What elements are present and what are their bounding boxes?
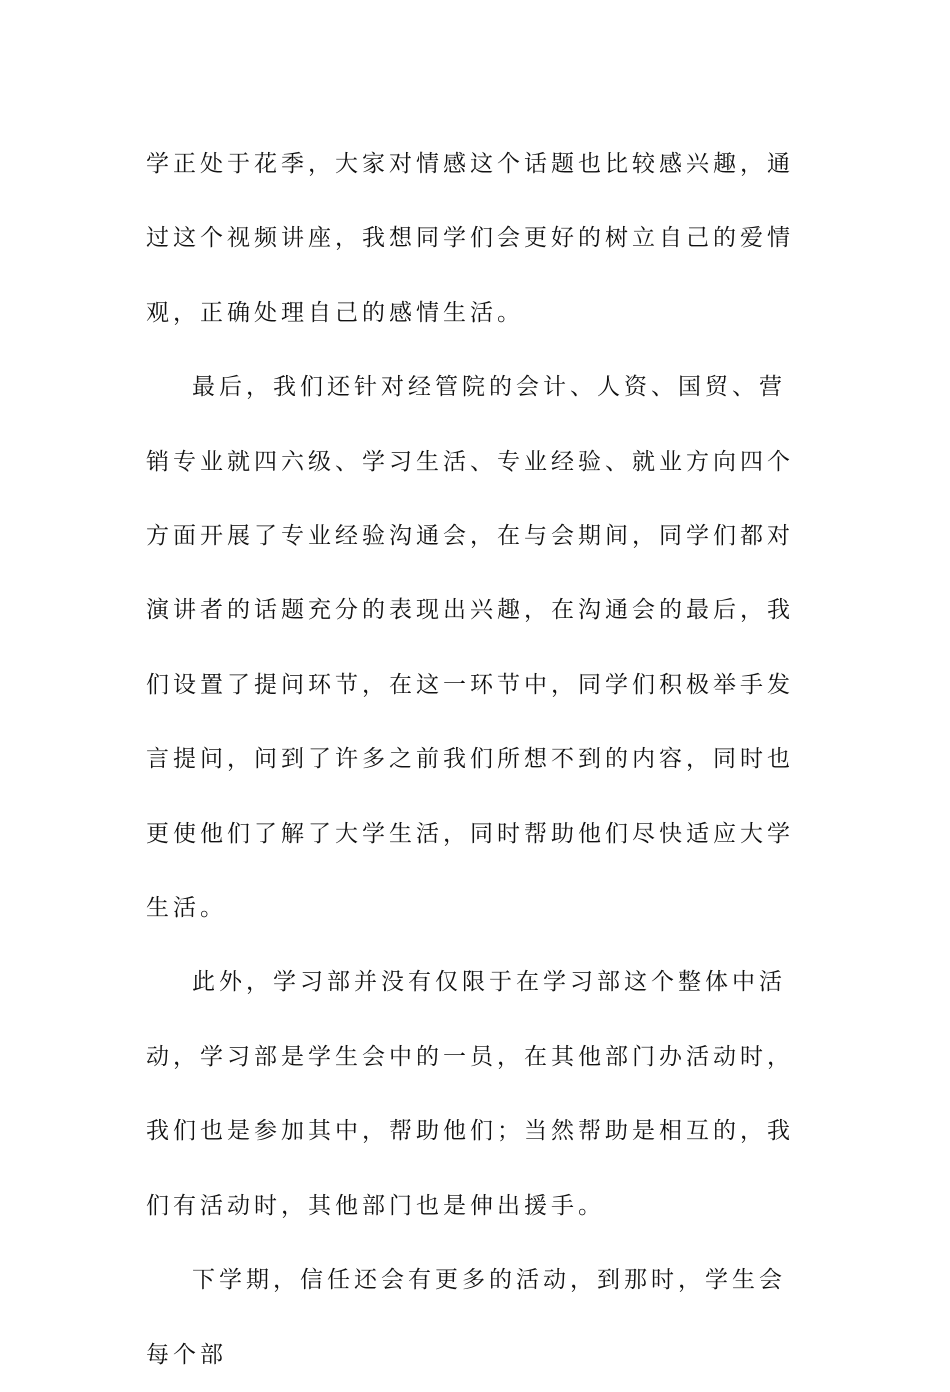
paragraph-exchange-meeting: 最后，我们还针对经管院的会计、人资、国贸、营销专业就四六级、学习生活、专业经验、就业方向四个方面开展了专业经验沟通会，在与会期间，同学们都对演讲者的话题充分的表现出兴趣，在沟通会的最后，我们设置了提问环节，在这一环节中，同学们积极举手发言提问，问到了许多之前我们所想不到的内容，同时也更使他们了解了大学生活，同时帮助他们尽快适应大学生活。 <box>146 374 794 922</box>
paragraph-next-semester: 下学期，信任还会有更多的活动，到那时，学生会每个部 <box>146 1267 786 1368</box>
paragraph-department-cooperation: 此外，学习部并没有仅限于在学习部这个整体中活动，学习部是学生会中的一员，在其他部门办活动时，我们也是参加其中，帮助他们；当然帮助是相互的，我们有活动时，其他部门也是伸出援手。 <box>146 969 794 1219</box>
paragraph-continuation: 学正处于花季，大家对情感这个话题也比较感兴趣，通过这个视频讲座，我想同学们会更好的树立自己的爱情观，正确处理自己的感情生活。 <box>146 151 794 326</box>
document-body <box>146 127 806 1392</box>
